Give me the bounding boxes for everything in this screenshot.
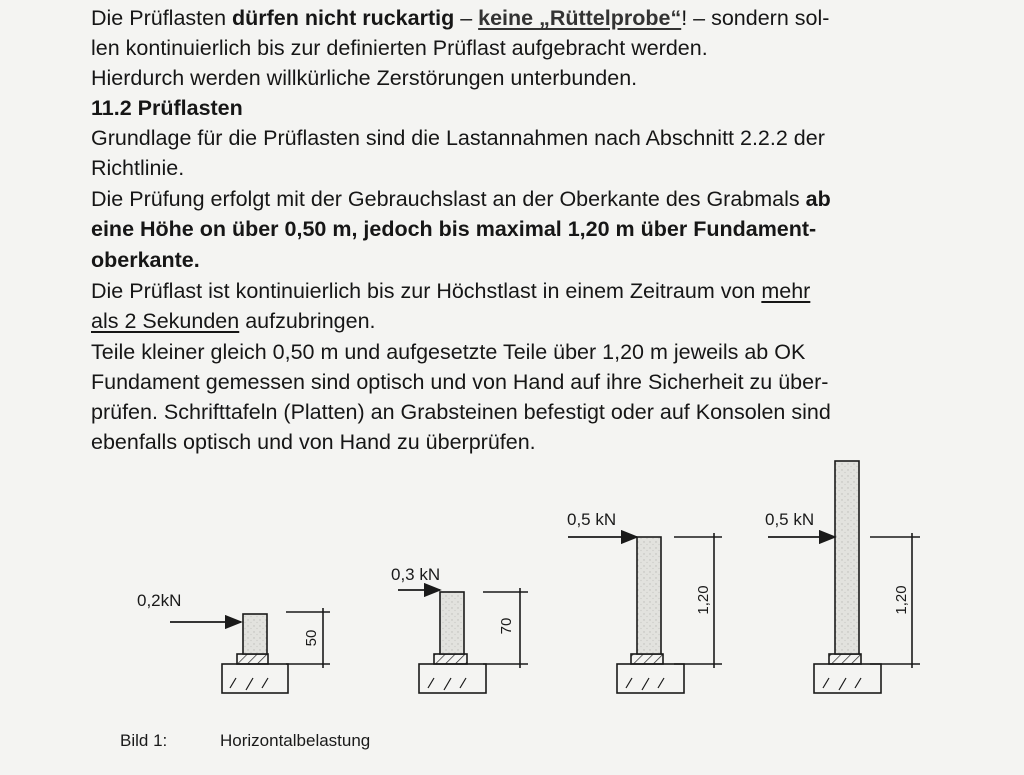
gravestone-body (835, 461, 859, 654)
text-line-15: ebenfalls optisch und von Hand zu überprüfen. (91, 430, 536, 454)
text-line-3: Hierdurch werden willkürliche Zerstörungen unterbunden. (91, 66, 638, 90)
foundation (419, 664, 486, 693)
section-heading: 11.2 Prüflasten (91, 96, 243, 120)
text-line-2: len kontinuierlich bis zur definierten Prüflast aufgebracht werden. (91, 36, 708, 60)
bold-phrase: ab (805, 187, 831, 211)
text-segment: Die Prüflast ist kontinuierlich bis zur Höchstlast in einem Zeitraum von (91, 279, 762, 303)
bold-phrase: dürfen nicht ruckartig (232, 6, 455, 30)
figure-caption-number: Bild 1: (120, 731, 168, 750)
text-line-6: Richtlinie. (91, 156, 185, 180)
underlined-bold-phrase: keine „Rüttelprobe“ (478, 6, 682, 30)
text-line-14: prüfen. Schrifttafeln (Platten) an Grabsteinen befestigt oder auf Konsolen sind (91, 400, 831, 424)
text-line-8: eine Höhe on über 0,50 m, jedoch bis maximal 1,20 m über Fundament- (91, 217, 817, 241)
gravestone-body (440, 592, 464, 654)
foundation (222, 664, 288, 693)
gravestone-base (631, 654, 663, 664)
underlined-phrase: als 2 Sekunden (91, 309, 240, 333)
foundation (814, 664, 881, 693)
load-label-1: 0,2kN (137, 591, 182, 610)
gravestone-diagram-1 (170, 608, 330, 693)
gravestone-diagram-4 (768, 461, 920, 693)
dimension-label-4: 1,20 (893, 585, 910, 615)
text-line-12: Teile kleiner gleich 0,50 m und aufgesetzte Teile über 1,20 m jeweils ab OK (91, 340, 806, 364)
text-line-13: Fundament gemessen sind optisch und von Hand auf ihre Sicherheit zu über- (91, 370, 829, 394)
figure-caption-text: Horizontalbelastung (220, 731, 371, 750)
text-segment: Die Prüflasten (91, 6, 233, 30)
text-line-5: Grundlage für die Prüflasten sind die Lastannahmen nach Abschnitt 2.2.2 der (91, 126, 825, 150)
dimension-label-2: 70 (498, 617, 515, 635)
gravestone-base (829, 654, 861, 664)
text-line-9: oberkante. (91, 248, 200, 272)
gravestone-body (637, 537, 661, 654)
text-segment: Die Prüfung erfolgt mit der Gebrauchslast an der Oberkante des Grabmals (91, 187, 806, 211)
gravestone-body (243, 614, 267, 654)
text-segment: aufzubringen. (239, 309, 376, 333)
dimension-label-1: 50 (303, 629, 320, 647)
load-label-3: 0,5 kN (567, 510, 617, 529)
gravestone-diagram-2 (398, 588, 528, 693)
dimension-label-3: 1,20 (695, 585, 712, 615)
text-segment: ! – sondern sol- (681, 6, 830, 30)
load-label-4: 0,5 kN (765, 510, 815, 529)
load-label-2: 0,3 kN (391, 565, 441, 584)
gravestone-base (434, 654, 467, 664)
foundation (617, 664, 684, 693)
gravestone-base (237, 654, 268, 664)
text-segment: – (454, 6, 479, 30)
underlined-phrase: mehr (761, 279, 811, 303)
